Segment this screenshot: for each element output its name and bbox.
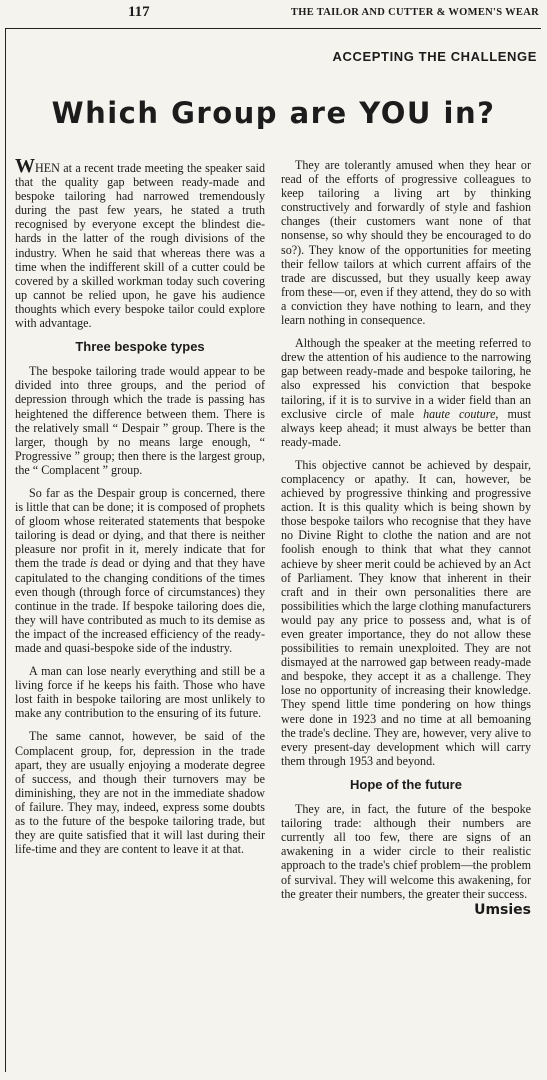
paragraph: They are, in fact, the future of the bespoke tailoring trade: although their numbers are currently all too few, there are signs of an awakening in a wider circle to their realistic approach to the trade's chief problem—the problem of survival. They will welcome this awakening, for the greater their numbers, the greater their success. (281, 802, 531, 901)
drop-cap: W (15, 155, 35, 177)
left-column (15, 155, 265, 865)
paragraph-text: So far as the Despair group is concerned, there is little that can be done; it is composed of prophets of gloom whose reiterated statements that bespoke tailoring is dead or dying, and that there is neither pleasure nor profit in it, merely indicate that for them the trade (15, 485, 265, 571)
paragraph: The same cannot, however, be said of the Complacent group, for, depression in the trade apart, they are usually enjoying a moderate degree of success, and though their turnovers may be diminishing, they are not in the immediate shadow of failure. They may, indeed, express some doubts as to the future of the bespoke tailoring trade, but they are quite satisfied that it will last during their life-time and they are content to leave it at that. (15, 729, 265, 857)
running-head: THE TAILOR AND CUTTER & WOMEN'S WEAR (290, 7, 539, 18)
paragraph-text: dead or dying and that they have capitulated to the changing conditions of the times even though (through force of circumstances) they continue in the trade. If bespoke tailoring does die, they will have contributed as much to its demise as the impact of the increased efficiency of the ready-made and quasi-bespoke side of the industry. (15, 556, 265, 655)
paragraph: This objective cannot be achieved by despair, complacency or apathy. It can, however, be achieved by progressive thinking and progressive action. It is this quality which is being shown by those bespoke tailors who recognise that they have no Divine Right to clothe the nation and are not foolish enough to think that what they cannot achieve by sheer merit could be achieved by an Act of Parliament. They know that inherent in their craft and in their own personalities there are possibilities which the large clothing manufacturers would pay any price to possess and, what is of even greater importance, they do not allow these possibilities to remain unexploited. They are not dismayed at the narrowed gap between ready-made and bespoke, they accept it as a challenge. They lose no opportunity of increasing their knowledge. They spend little time pondering on how things were done in 1923 and no time at all bemoaning the trade's decline. They are, however, very alive to every present-day development which will carry them through 1953 and beyond. (281, 457, 531, 768)
paragraph (15, 486, 265, 655)
paragraph (281, 336, 531, 449)
paragraph: They are tolerantly amused when they hear or read of the efforts of progressive colleagues to keep tailoring a living art by thinking constructively and forwardly of style and fashion changes (their customers want none of that nonsense, so why should they be encouraged to do so?). They know of the opportunities for meeting their fellow tailors at which current affairs of the trade are discussed, but they usually keep away from these—or, even if they attend, they do so with a conviction they have nothing to learn, and they learn nothing in consequence. (281, 158, 531, 328)
intro-paragraph (15, 155, 265, 331)
paragraph: The bespoke tailoring trade would appear to be divided into three groups, and the period of depression through which the trade is passing has heightened the difference between them. There is the relatively small “ Despair ” group. There is the larger, though by no means large enough, “ Progressive ” group; then there is the largest group, the “ Complacent ” group. (15, 364, 265, 477)
subhead-hope-of-the-future: Hope of the future (350, 776, 462, 792)
headline: Which Group are YOU in? (51, 96, 496, 130)
right-column (281, 158, 531, 917)
header-rule (6, 28, 541, 29)
paragraph: A man can lose nearly everything and still be a living force if he keeps his faith. Those who have lost faith in bespoke tailoring are most unlikely to make any contribution to the ensuring of its future. (15, 664, 265, 721)
emphasis: is (89, 556, 98, 571)
paragraph-text: must always keep ahead; it must always be better than ready-made. (281, 406, 531, 449)
section-tag: ACCEPTING THE CHALLENGE (332, 49, 537, 64)
page-number: 117 (128, 4, 150, 20)
intro-text: HEN at a recent trade meeting the speaker said that the quality gap between ready-made and bespoke tailoring had narrowed tremendously during the past few years, he stated a truth recognised by everyone except the blindest die-hards in the latter of the rough divisions of the industry. When he said that whereas there was a time when the indifferent skill of a cutter could be covered by a skilled workman today such covering up cannot be relied upon, he gave his audience thoughts which every bespoke tailor could explore with advantage. (15, 161, 265, 331)
left-margin-rule (5, 28, 6, 1072)
author-signature: Umsies (474, 901, 531, 918)
subhead-three-bespoke-types: Three bespoke types (75, 339, 205, 355)
paragraph-text: Although the speaker at the meeting referred to drew the attention of his audience to the narrowing gap between ready-made and bespoke tailoring, he also expressed his conviction that bespoke tailoring, if it is to survive in a wider field than an exclusive circle of male (281, 336, 531, 421)
emphasis: haute couture, (423, 406, 499, 421)
